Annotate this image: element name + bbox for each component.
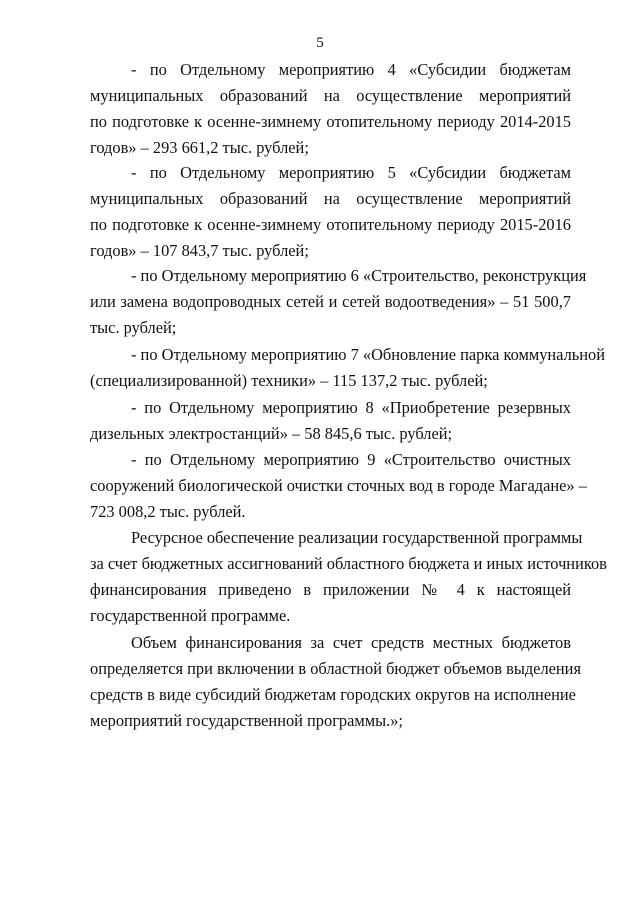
text-line: определяется при включении в областной бюджет объемов выделения	[90, 659, 581, 678]
text-line: Объем финансирования за счет средств местных бюджетов	[131, 633, 571, 652]
text-line: - по Отдельному мероприятию 8 «Приобретение резервных	[131, 398, 571, 417]
text-line: - по Отдельному мероприятию 5 «Субсидии бюджетам	[131, 163, 571, 182]
text-line: 723 008,2 тыс. рублей.	[90, 502, 246, 521]
text-line: дизельных электростанций» – 58 845,6 тыс. рублей;	[90, 424, 453, 443]
text-line: по подготовке к осенне-зимнему отопительному периоду 2015-2016	[90, 215, 571, 234]
text-line: по подготовке к осенне-зимнему отопительному периоду 2014-2015	[90, 112, 571, 131]
text-line: сооружений биологической очистки сточных вод в городе Магадане» –	[90, 476, 587, 495]
text-line: государственной программе.	[90, 606, 291, 625]
text-line: средств в виде субсидий бюджетам городских округов на исполнение	[90, 685, 576, 704]
text-line: Ресурсное обеспечение реализации государственной программы	[131, 528, 583, 547]
text-line: (специализированной) техники» – 115 137,2 тыс. рублей;	[90, 371, 488, 390]
text-line: мероприятий государственной программы.»;	[90, 711, 403, 730]
text-line: - по Отдельному мероприятию 7 «Обновление парка коммунальной	[131, 345, 605, 364]
text-line: тыс. рублей;	[90, 318, 177, 337]
text-line: годов» – 293 661,2 тыс. рублей;	[90, 138, 309, 157]
text-line: или замена водопроводных сетей и сетей водоотведения» – 51 500,7	[90, 292, 571, 311]
text-line: - по Отдельному мероприятию 6 «Строительство, реконструкция	[131, 266, 587, 285]
text-line: муниципальных образований на осуществление мероприятий	[90, 86, 571, 105]
text-line: муниципальных образований на осуществление мероприятий	[90, 189, 571, 208]
text-line: - по Отдельному мероприятию 4 «Субсидии бюджетам	[131, 60, 571, 79]
text-line: годов» – 107 843,7 тыс. рублей;	[90, 241, 309, 260]
text-line: - по Отдельному мероприятию 9 «Строительство очистных	[131, 450, 571, 469]
page-number: 5	[316, 35, 324, 51]
text-line: за счет бюджетных ассигнований областного бюджета и иных источников	[90, 554, 607, 573]
text-line: финансирования приведено в приложении № 4 к настоящей	[90, 580, 571, 599]
